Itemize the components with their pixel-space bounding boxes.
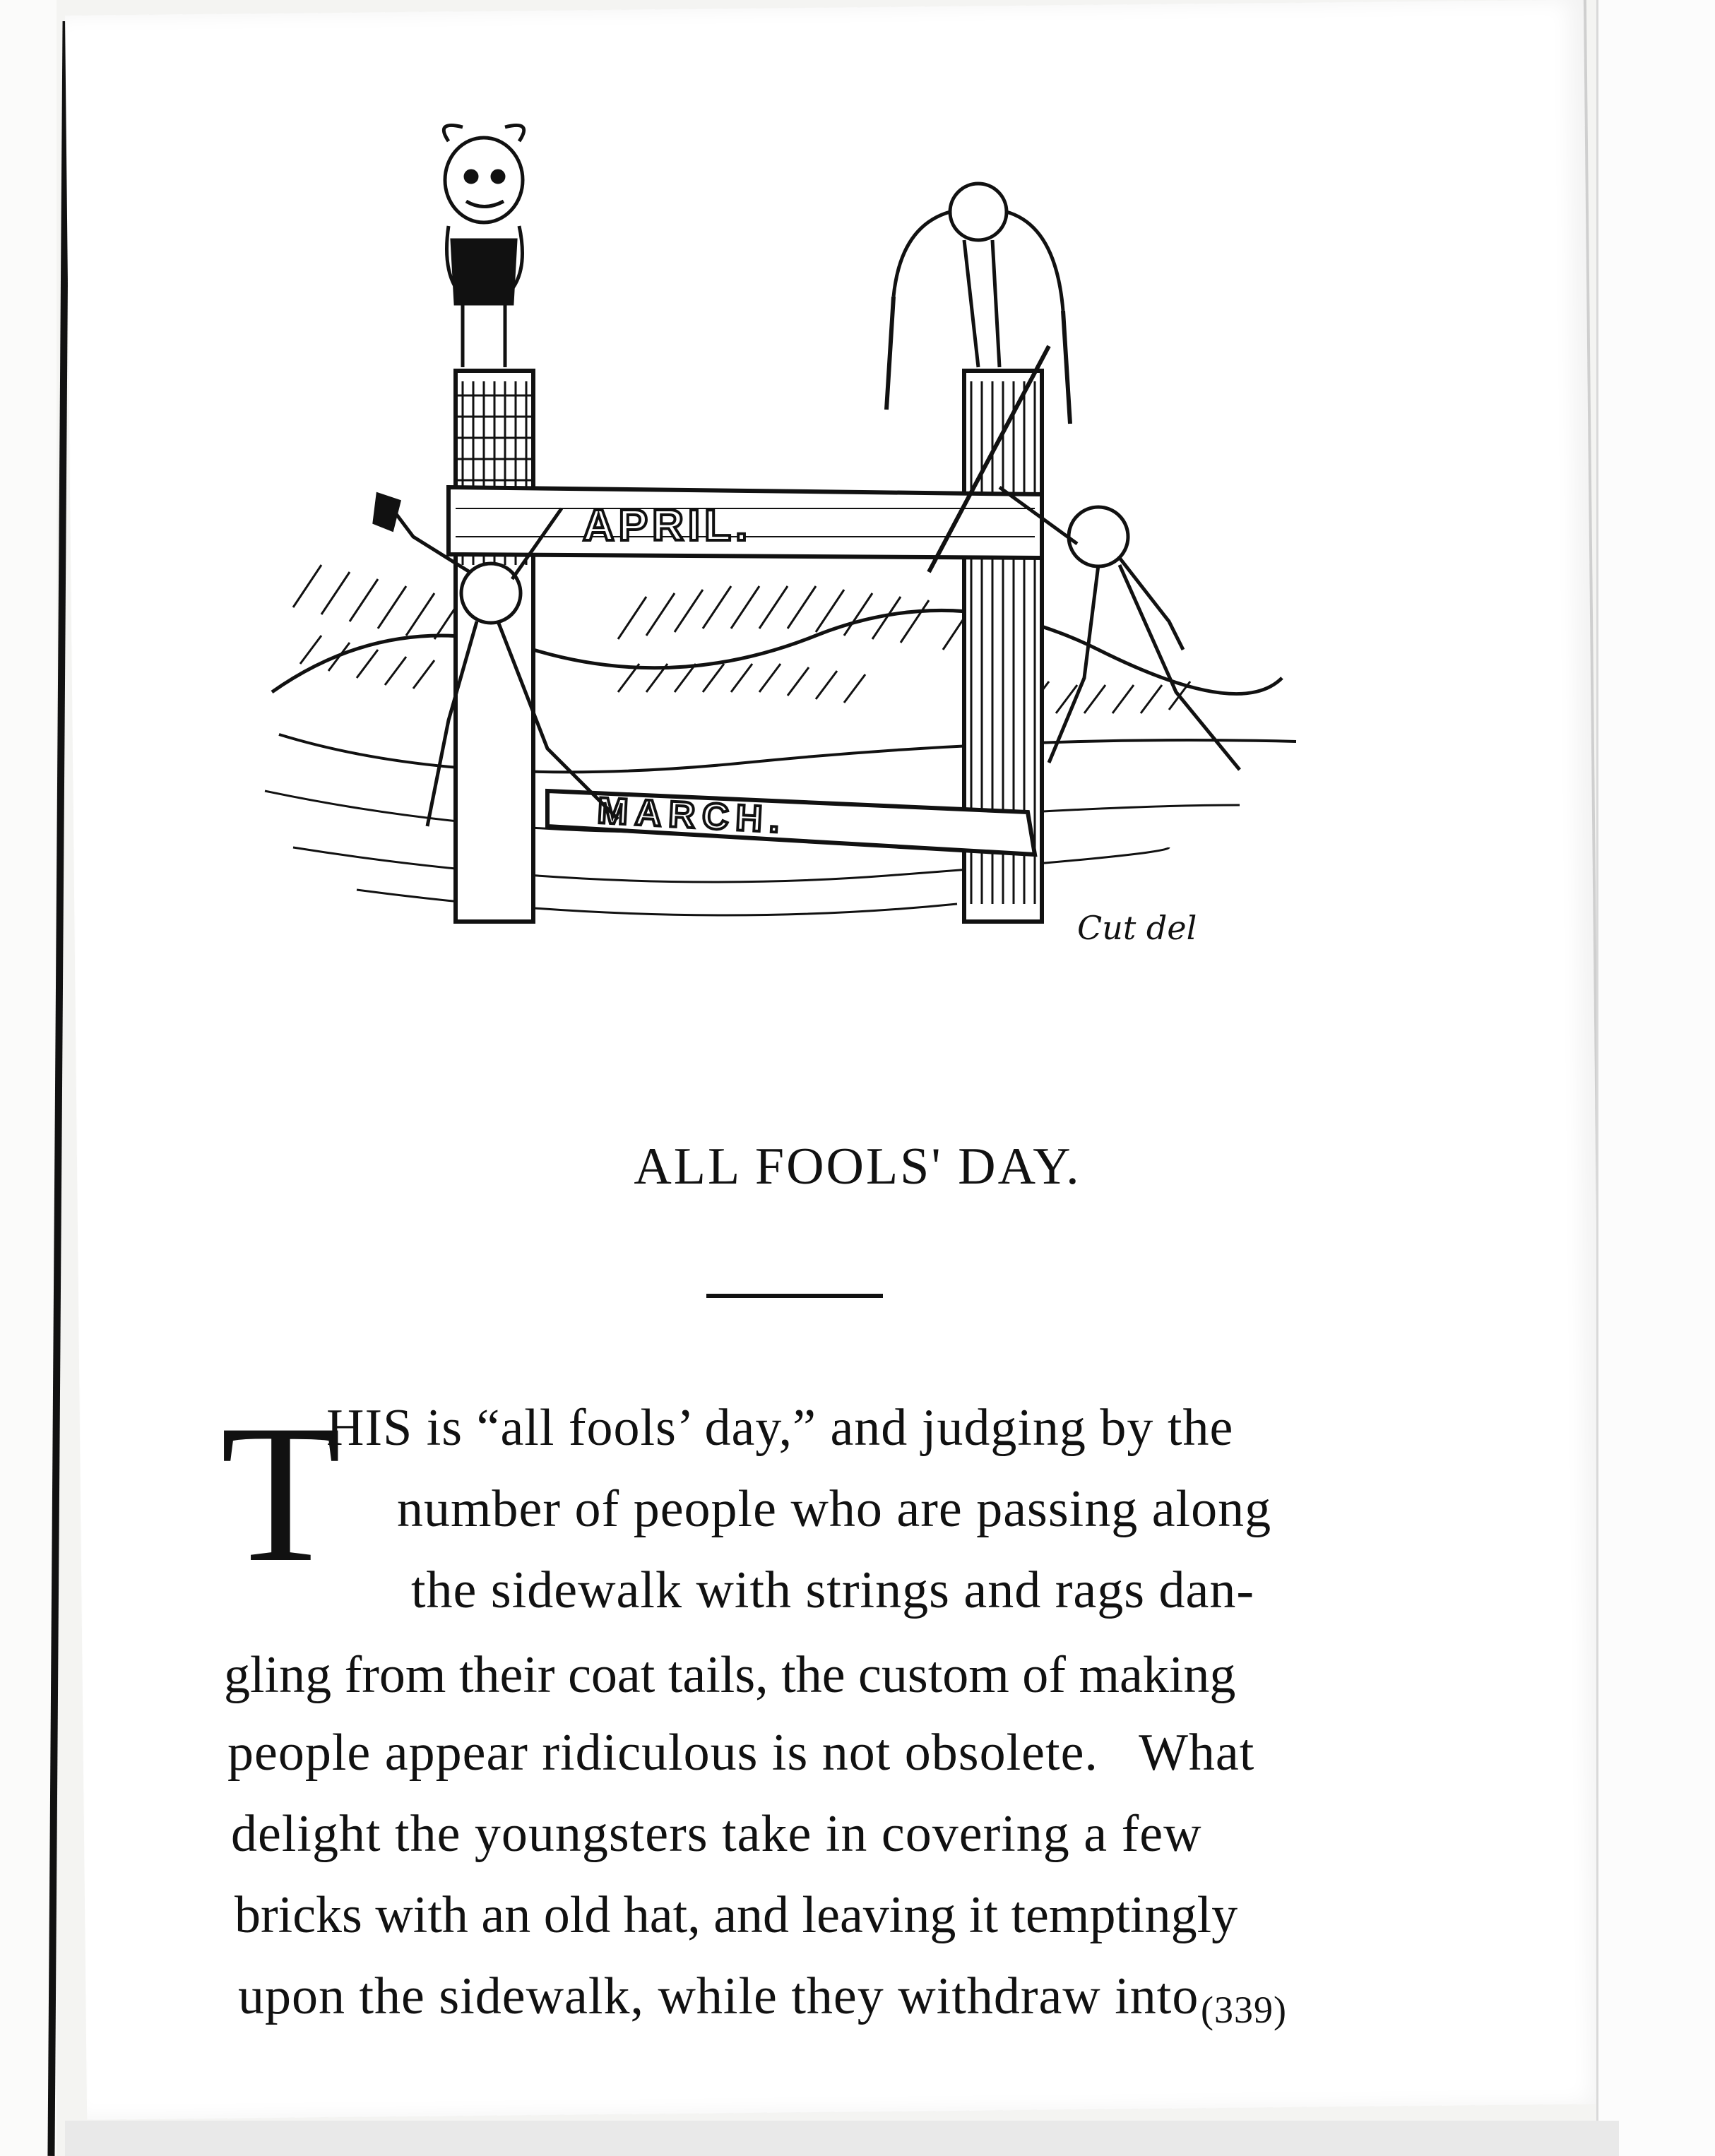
page-number: (339) — [1201, 1989, 1287, 2031]
page-right-edge — [1596, 0, 1715, 2156]
text-line: upon the sidewalk, while they withdraw into — [238, 1967, 1199, 2025]
title-divider — [706, 1294, 883, 1298]
engraver-signature: Cut del — [1077, 909, 1197, 947]
text-line: delight the youngsters take in covering a few — [231, 1805, 1202, 1863]
facing-page-edge — [0, 0, 57, 2156]
text-line: the sidewalk with strings and rags dan- — [411, 1561, 1254, 1619]
text-line: gling from their coat tails, the custom of making — [224, 1646, 1236, 1704]
imp-figure-on-left-post — [444, 126, 523, 368]
text-line: people appear ridiculous is not obsolete. What — [227, 1724, 1255, 1782]
drop-cap: T — [220, 1383, 342, 1603]
april-sign-text: APRIL. — [583, 501, 752, 550]
april-fools-engraving — [251, 113, 1317, 967]
chapter-title: ALL FOOLS' DAY. — [634, 1138, 1081, 1196]
fallen-march-sign — [547, 790, 1035, 854]
page-bottom-shadow — [65, 2121, 1619, 2156]
text-line: number of people who are passing along — [397, 1480, 1272, 1538]
text-line: bricks with an old hat, and leaving it temptingly — [235, 1886, 1238, 1944]
text-line: HIS is “all fools’ day,” and judging by the — [326, 1399, 1234, 1457]
march-sign-text: MARCH. — [596, 790, 788, 842]
